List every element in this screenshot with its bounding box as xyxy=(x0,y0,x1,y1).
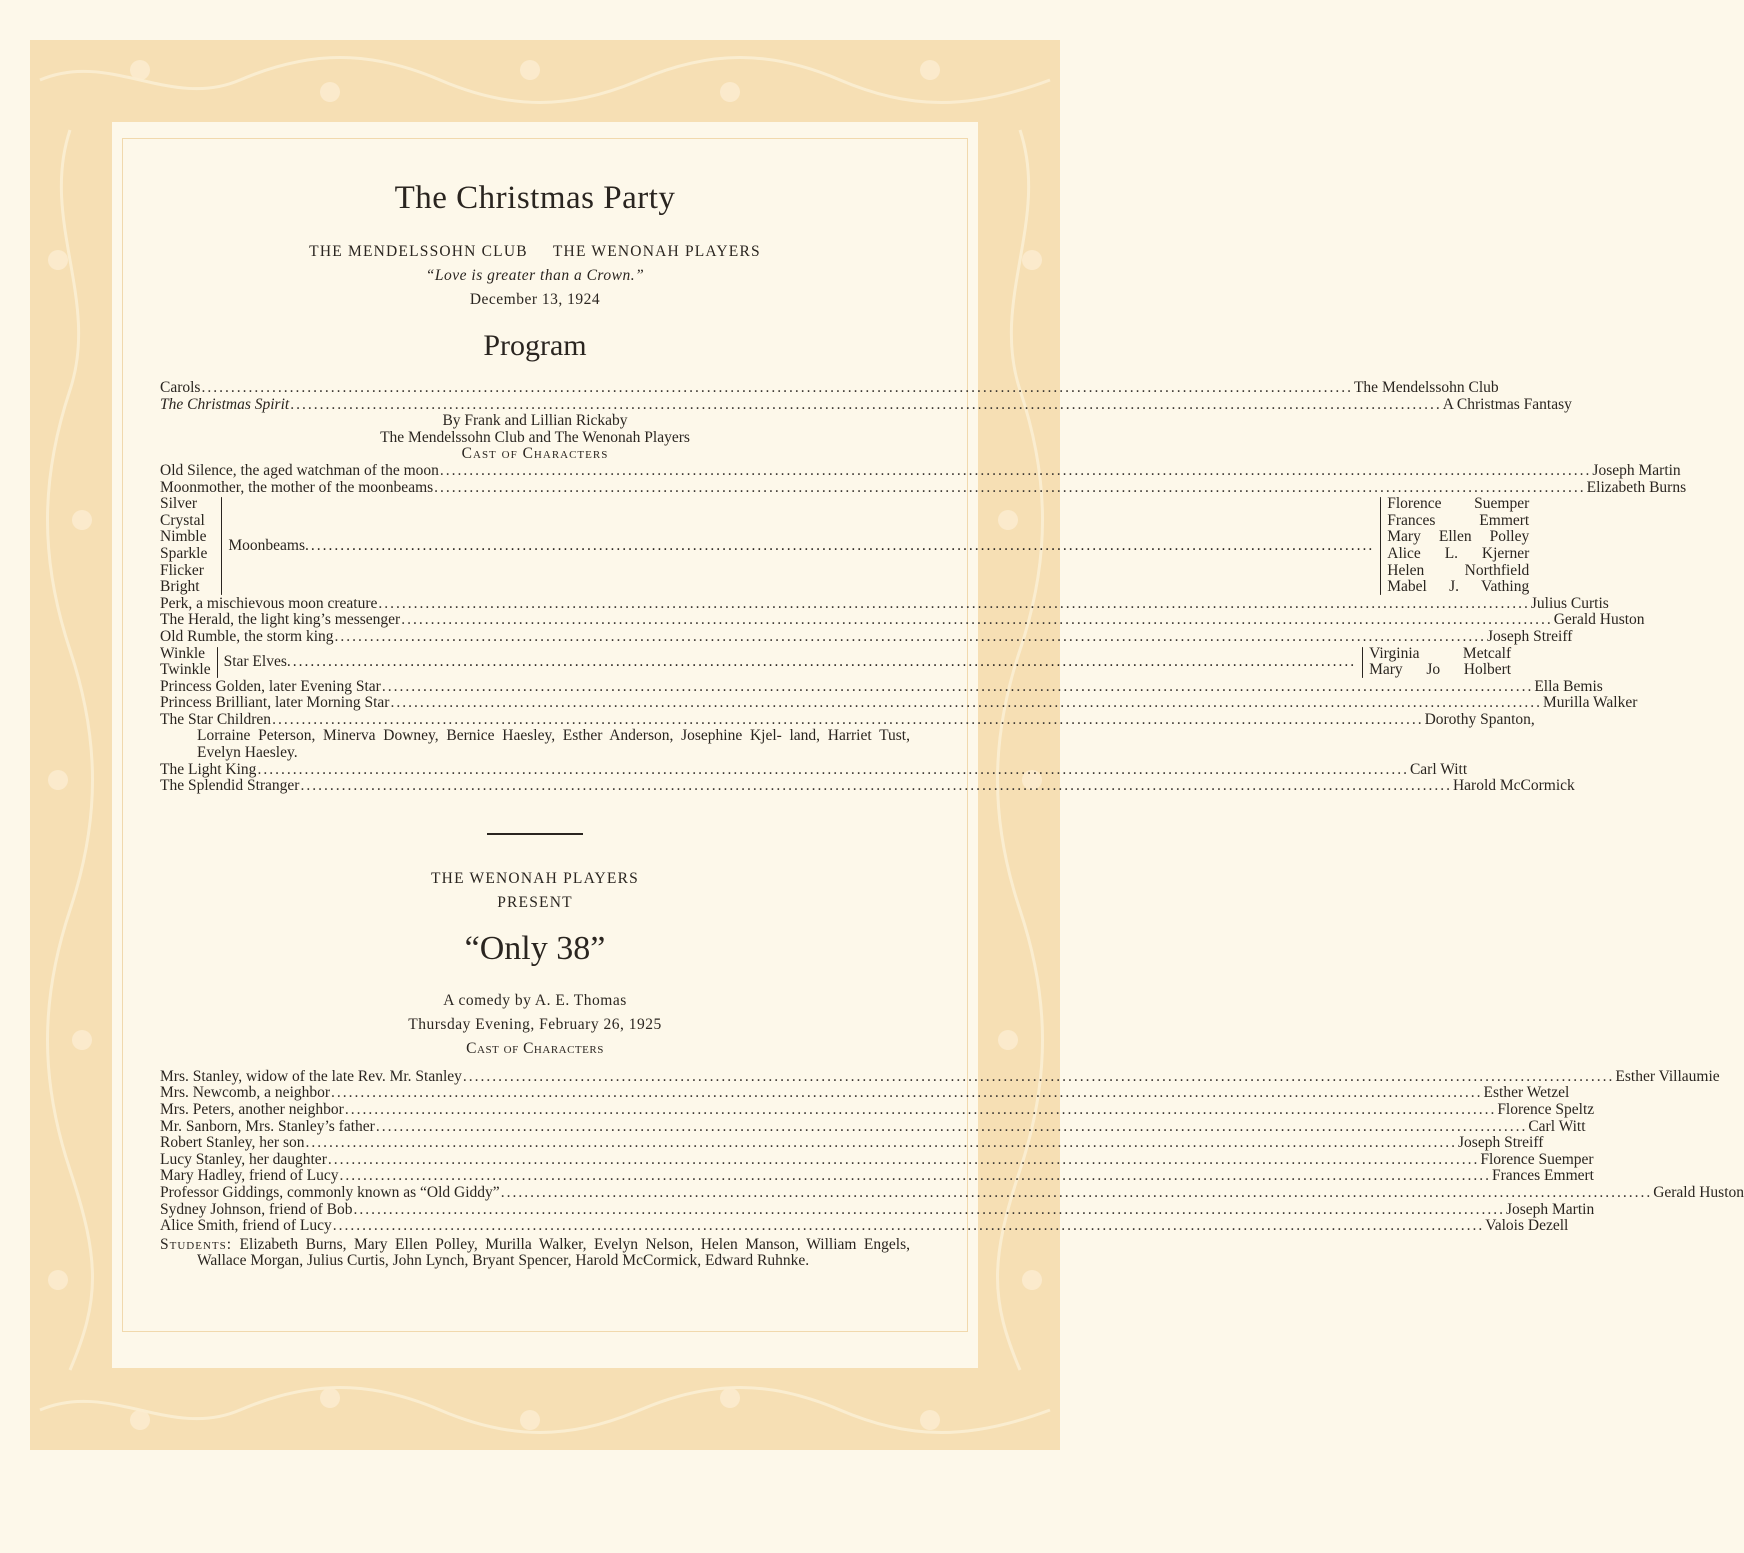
cast-row: Lucy Stanley, her daughter ..... Florence Suemper xyxy=(160,1152,910,1169)
section-divider xyxy=(487,833,583,835)
cast-row: Princess Golden, later Evening Star ..... Ella Bemis xyxy=(160,679,910,696)
star-elf-actors: Virginia Metcalf Mary Jo Holbert xyxy=(1369,644,1512,679)
clubs-line: THE MENDELSSOHN CLUB THE WENONAH PLAYERS xyxy=(309,243,761,260)
play-subtitle: A comedy by A. E. Thomas xyxy=(443,991,627,1009)
cast-row: Alice Smith, friend of Lucy ..... Valois Dezell xyxy=(160,1218,910,1235)
cast-row: Robert Stanley, her son ..... Joseph Streiff xyxy=(160,1135,910,1152)
star-elf-names: Winkle Twinkle xyxy=(160,644,211,679)
cast-row: Old Rumble, the storm king ..... Joseph Streiff xyxy=(160,629,910,646)
cast-row: Old Silence, the aged watchman of the moon ..... Joseph Martin xyxy=(160,463,910,480)
presenter-line: THE WENONAH PLAYERS xyxy=(431,869,639,887)
motto: “Love is greater than a Crown.” xyxy=(425,267,645,284)
play-title: “Only 38” xyxy=(464,929,606,967)
cast-row: Mrs. Newcomb, a neighbor ..... Esther Wetzel xyxy=(160,1085,910,1102)
cast-row: The Herald, the light king’s messenger ..... Gerald Huston xyxy=(160,612,910,629)
performers-line: The Mendelssohn Club and The Wenonah Players xyxy=(380,428,690,446)
cast-heading: Cast of Characters xyxy=(461,445,609,463)
cast-row: Professor Giddings, commonly known as “Old Giddy” ..... Gerald Huston xyxy=(160,1185,910,1202)
students-paragraph: Students: Elizabeth Burns, Mary Ellen Polley, Murilla Walker, Evelyn Nelson, Helen Manson, William Engels, Wallace Morgan, Julius Curtis, John Lynch, Bryant Spencer, Harold McCormick, Edward Ruhnke. xyxy=(160,1235,910,1270)
cast-row: Mr. Sanborn, Mrs. Stanley’s father ..... Carl Witt xyxy=(160,1119,910,1136)
program-content xyxy=(160,170,1744,1270)
brace-left xyxy=(217,647,218,678)
star-children-list: Lorraine Peterson, Minerva Downey, Bernice Haesley, Esther Anderson, Josephine Kjel- land, Harriet Tust, Evelyn Haesley. xyxy=(197,727,910,762)
party-title: The Christmas Party xyxy=(394,180,676,216)
cast-row: Princess Brilliant, later Morning Star ..... Murilla Walker xyxy=(160,695,910,712)
present-line: PRESENT xyxy=(497,893,573,911)
play-date: Thursday Evening, February 26, 1925 xyxy=(408,1015,662,1033)
cast-row: Perk, a mischievous moon creature ..... Julius Curtis xyxy=(160,596,910,613)
program-row-carols: Carols ..... The Mendelssohn Club xyxy=(160,380,910,397)
moonbeam-actors: Florence Suemper Frances Emmert Mary Ellen Polley Alice L. Kjerner Helen Northfield Mabel J. Vathing xyxy=(1387,495,1530,596)
cast-row: Mrs. Stanley, widow of the late Rev. Mr. Stanley ..... Esther Villaumie xyxy=(160,1069,910,1086)
cast-row: The Star Children ..... Dorothy Spanton, xyxy=(160,712,910,729)
party-date: December 13, 1924 xyxy=(469,291,601,308)
cast-row: Mary Hadley, friend of Lucy ..... Frances Emmert xyxy=(160,1168,910,1185)
star-elves-group: Winkle Twinkle Star Elves ..... Virginia Metcalf Mary Jo Holbert xyxy=(160,646,910,679)
brace-right xyxy=(1380,497,1381,595)
play-cast-heading: Cast of Characters xyxy=(466,1039,604,1057)
cast-row: The Light King ..... Carl Witt xyxy=(160,762,910,779)
moonbeam-names: Silver Crystal Nimble Sparkle Flicker Bright xyxy=(160,495,208,596)
author-line: By Frank and Lillian Rickaby xyxy=(442,412,628,430)
play-cast-list xyxy=(160,1067,1744,1235)
cast-row: Sydney Johnson, friend of Bob ..... Joseph Martin xyxy=(160,1202,910,1219)
cast-row: The Splendid Stranger ..... Harold McCormick xyxy=(160,778,910,795)
program-title: Program xyxy=(483,329,587,362)
program-row-spirit: The Christmas Spirit ..... A Christmas Fantasy xyxy=(160,397,910,414)
cast-row: Moonmother, the mother of the moonbeams ..... Elizabeth Burns xyxy=(160,480,910,497)
moonbeams-group: Silver Crystal Nimble Sparkle Flicker Bright Moonbeams ..... Florence Suemper Frances Emmert Mary Ellen Polley Alice L. Kjerner Helen Northfield Mabel J. Vathing xyxy=(160,496,910,596)
cast-row: Mrs. Peters, another neighbor ..... Florence Speltz xyxy=(160,1102,910,1119)
brace-left xyxy=(221,497,222,595)
brace-right xyxy=(1362,647,1363,678)
